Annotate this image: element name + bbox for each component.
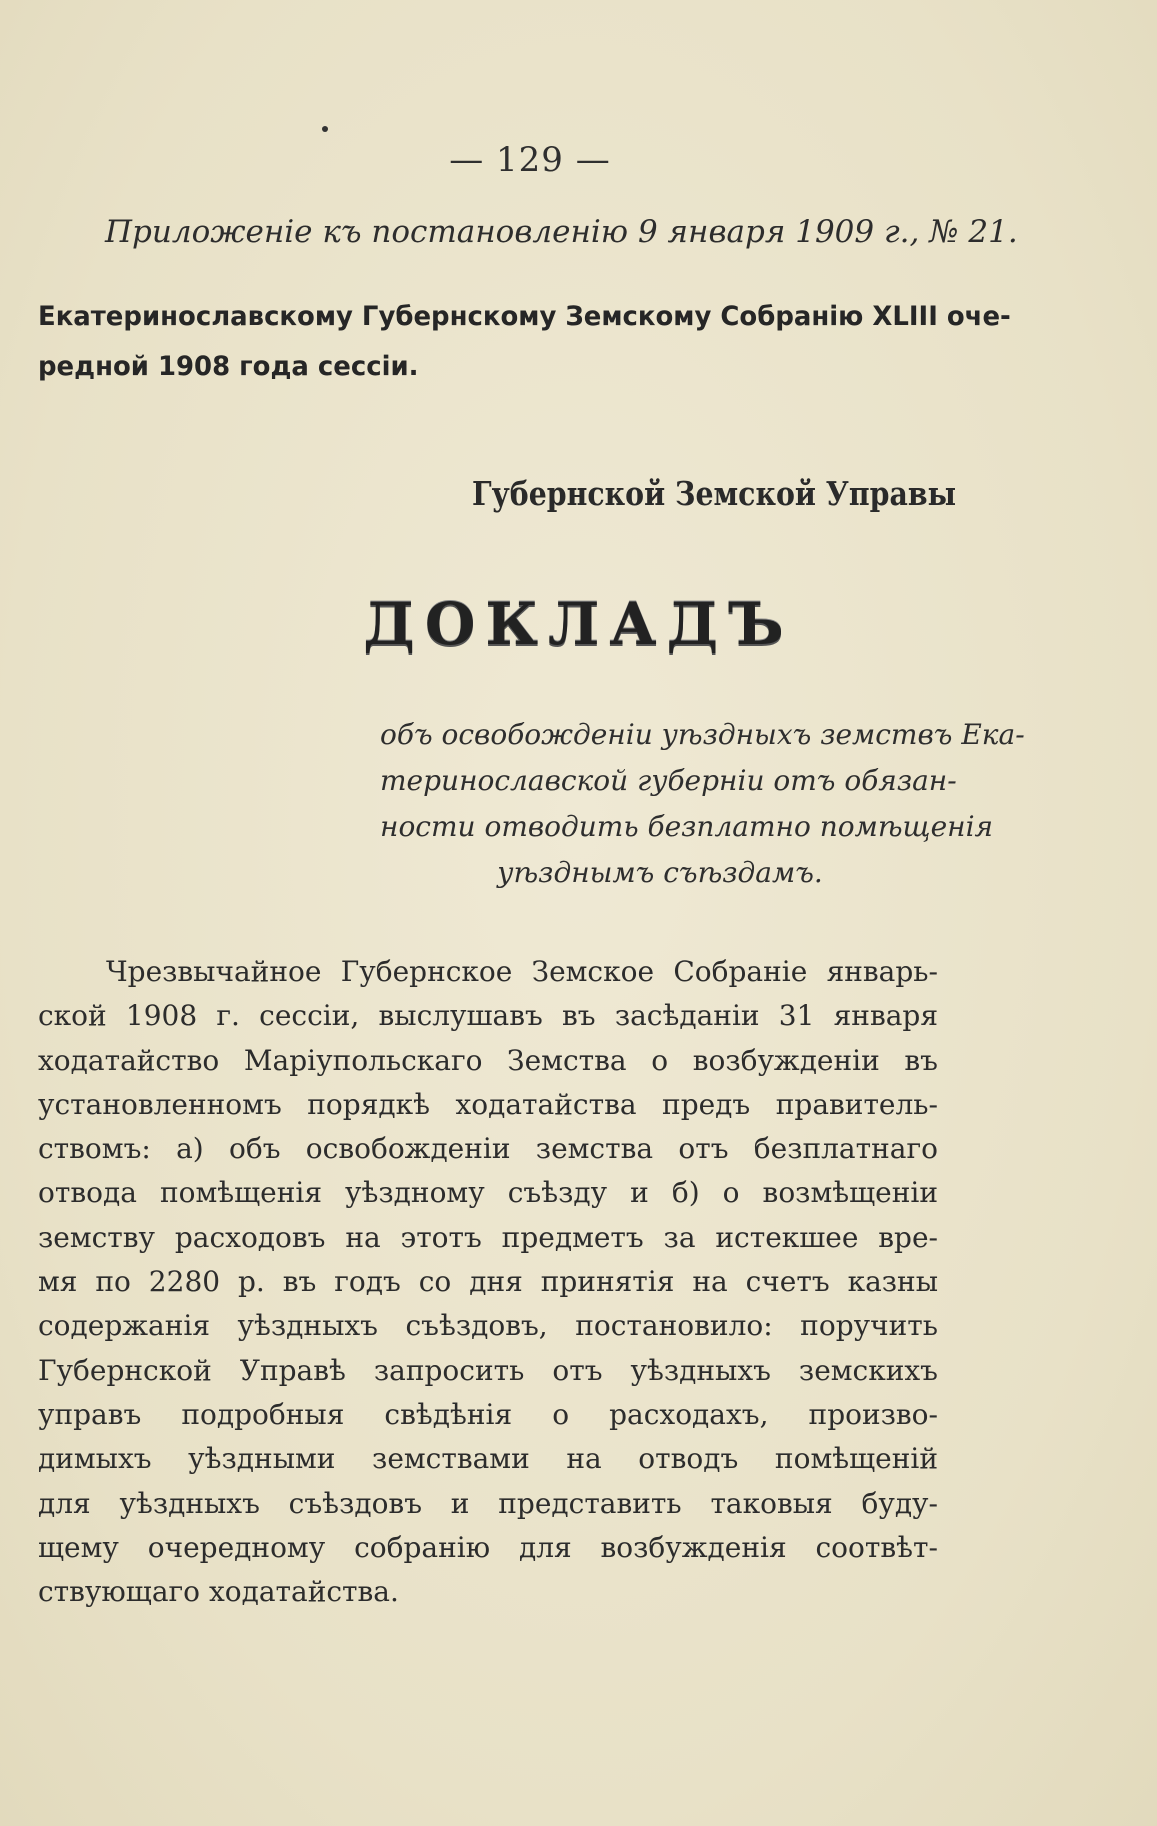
report-subject	[380, 712, 1025, 896]
body-line: димыхъ уѣздными земствами на отводъ помѣщеній	[38, 1442, 938, 1476]
addressee-line: редной 1908 года сессіи.	[38, 351, 419, 382]
authority-heading: Губернской Земской Управы	[472, 474, 957, 513]
body-line: управъ подробныя свѣдѣнія о расходахъ, произво-	[38, 1397, 938, 1431]
body-line: отвода помѣщенія уѣздному съѣзду и б) о возмѣщеніи	[38, 1176, 938, 1210]
addressee-line: Екатеринославскому Губернскому Земскому Собранію XLIII оче-	[38, 301, 1011, 332]
body-paragraph	[38, 950, 938, 1614]
body-line: для уѣздныхъ съѣздовъ и представить таковыя буду-	[38, 1486, 938, 1520]
addressee-heading	[38, 292, 1011, 392]
body-line: мя по 2280 р. въ годъ со дня принятія на счетъ казны	[38, 1265, 938, 1299]
body-line: ствомъ: а) объ освобожденіи земства отъ безплатнаго	[38, 1132, 938, 1166]
body-line: ходатайство Маріупольскаго Земства о возбужденіи въ	[38, 1043, 938, 1077]
appendix-reference: Приложеніе къ постановленію 9 января 1909 г., № 21.	[105, 214, 1018, 250]
document-title: ДОКЛАДЪ	[363, 590, 794, 658]
body-line: содержанія уѣздныхъ съѣздовъ, постановило: поручить	[38, 1309, 938, 1343]
body-line: щему очередному собранію для возбужденія соотвѣт-	[38, 1530, 938, 1564]
body-line: Губернской Управѣ запросить отъ уѣздныхъ земскихъ	[38, 1353, 938, 1387]
body-line: ствующаго ходатайства.	[38, 1575, 399, 1609]
page-number: — 129 —	[449, 140, 611, 180]
body-line: ской 1908 г. сессіи, выслушавъ въ засѣданіи 31 января	[38, 999, 938, 1033]
subject-line: ности отводить безплатно помѣщенія	[380, 810, 994, 843]
subject-line: объ освобожденіи уѣздныхъ земствъ Ека-	[380, 718, 1025, 751]
subject-line: уѣзднымъ съѣздамъ.	[497, 856, 823, 889]
body-line: земству расходовъ на этотъ предметъ за истекшее вре-	[38, 1220, 938, 1254]
body-line: Чрезвычайное Губернское Земское Собраніе январь-	[106, 955, 938, 988]
ink-dot	[322, 126, 328, 132]
body-line: установленномъ порядкѣ ходатайства предъ правитель-	[38, 1087, 938, 1121]
subject-line: теринославской губерніи отъ обязан-	[380, 764, 957, 797]
